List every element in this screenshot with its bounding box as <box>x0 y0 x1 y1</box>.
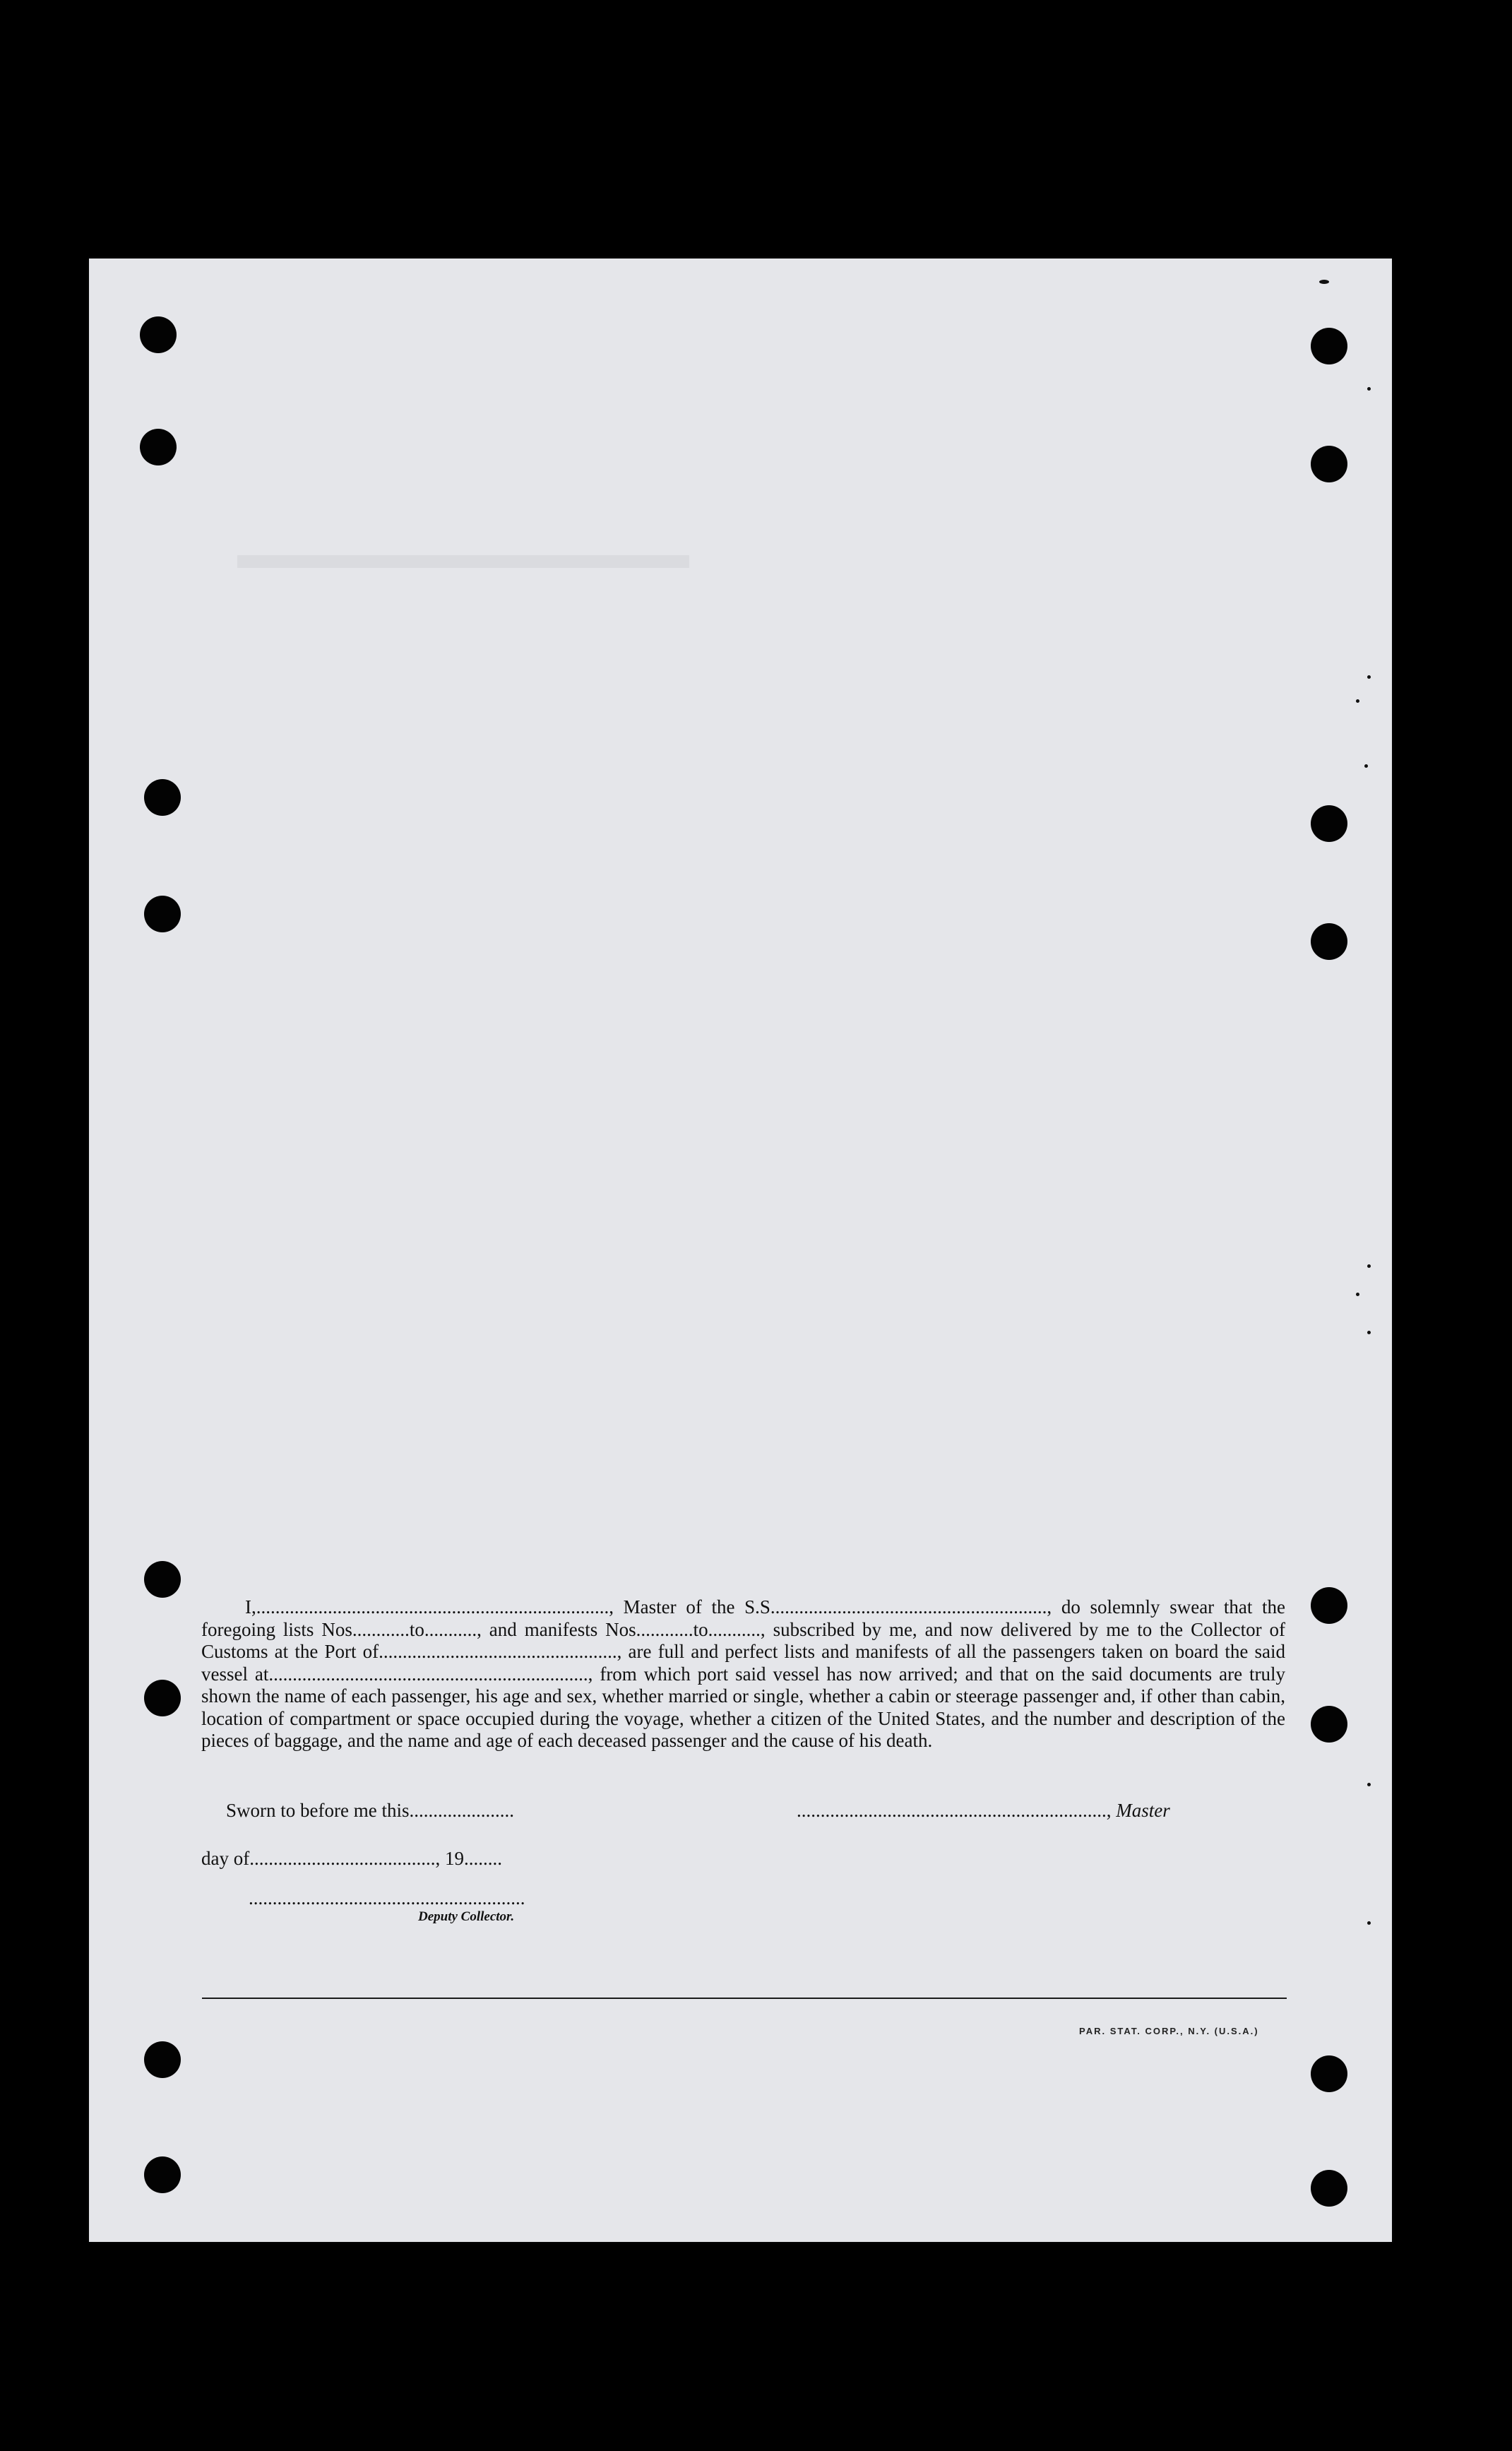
manifest-page <box>89 259 1392 2242</box>
punch-hole <box>140 316 177 353</box>
punch-hole <box>1311 923 1347 960</box>
punch-hole <box>144 2156 181 2193</box>
day-of-line: day of......................................., 19........ <box>201 1848 502 1869</box>
punch-hole <box>144 1561 181 1598</box>
punch-hole <box>1311 1587 1347 1624</box>
punch-hole <box>1311 328 1347 364</box>
punch-hole <box>1311 2055 1347 2092</box>
bottom-rule <box>202 1998 1287 1999</box>
punch-hole <box>1311 805 1347 842</box>
punch-hole <box>144 2041 181 2078</box>
punch-hole <box>144 779 181 816</box>
printer-imprint: PAR. STAT. CORP., N.Y. (U.S.A.) <box>1079 2026 1259 2036</box>
punch-hole <box>1311 2170 1347 2207</box>
punch-hole <box>144 896 181 932</box>
deputy-signature-dots: .......................................................... <box>249 1887 525 1909</box>
punch-hole <box>1311 1706 1347 1743</box>
oath-paragraph: I,.........................................................................., Master of the S.S.........................................................., do solemnly swear that the foregoing lists Nos............to..........., and manifests Nos............to..........., subscribed by me, and now delivered by me to the Collector of Customs at the Port of.................................................., are full and perfect lists and manifests of all the passengers taken on board the said vessel at..................................................................., from which port said vessel has now arrived; and that on the said documents are truly shown the name of each passenger, his age and sex, whether married or single, whether a cabin or steerage passenger and, if other than cabin, location of compartment or space occupied during the voyage, whether a citizen of the United States, and the number and description of the pieces of baggage, and the name and age of each deceased passenger and the cause of his death. <box>201 1596 1285 1751</box>
punch-hole <box>144 1680 181 1716</box>
deputy-collector-label: Deputy Collector. <box>418 1909 515 1924</box>
master-label: Master <box>1116 1800 1170 1821</box>
punch-hole <box>140 429 177 465</box>
sworn-before-line: Sworn to before me this...................... <box>226 1800 514 1821</box>
master-signature-line <box>797 1800 1170 1822</box>
master-signature-dots: ................................................................., <box>797 1800 1112 1821</box>
punch-hole <box>1311 446 1347 482</box>
faint-stamp-mark <box>237 555 689 646</box>
